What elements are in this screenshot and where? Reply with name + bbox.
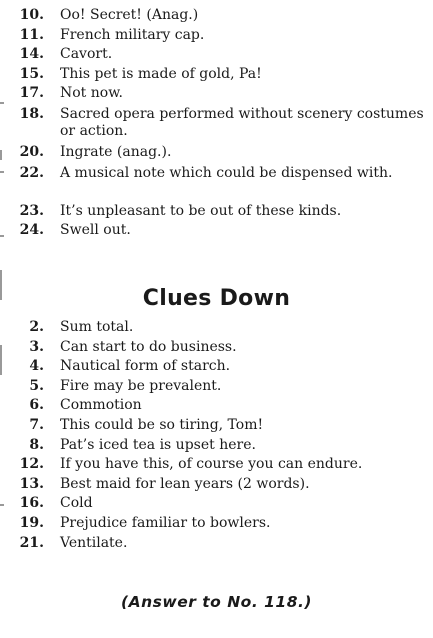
clue-number: 14. (19, 46, 44, 63)
across-clue (0, 84, 433, 104)
clue-number: 12. (19, 456, 44, 473)
across-clue (0, 45, 433, 65)
clue-number: 5. (29, 377, 44, 394)
clue-text: Swell out. (60, 222, 131, 239)
down-clue (0, 416, 433, 436)
down-clue (0, 494, 433, 514)
clue-number: 2. (29, 319, 44, 335)
clue-text: Nautical form of starch. (60, 358, 231, 375)
clue-text: Ingrate (anag.). (60, 143, 172, 160)
across-clue (0, 143, 433, 163)
clue-text: It’s unpleasant to be out of these kinds. (60, 202, 342, 219)
clue-text: A musical note which could be dispensed with. (60, 164, 393, 181)
clue-text: Commotion (60, 397, 142, 414)
across-clue (0, 26, 433, 46)
clue-number: 3. (29, 338, 44, 355)
clue-number: 21. (19, 534, 44, 551)
clue-text: Cold (60, 495, 93, 512)
down-clue (0, 338, 433, 358)
clue-number: 4. (29, 358, 44, 375)
clue-number: 8. (29, 436, 44, 453)
clue-number: 19. (19, 514, 44, 531)
clue-text: Not now. (60, 85, 123, 102)
across-clue (0, 163, 433, 202)
clue-number: 20. (19, 143, 44, 160)
clue-text: This could be so tiring, Tom! (60, 416, 264, 433)
clue-number: 18. (19, 105, 44, 122)
clue-text: Can start to do business. (60, 338, 237, 355)
clue-number: 16. (19, 495, 44, 512)
clue-number: 7. (29, 416, 44, 433)
clue-text: Sum total. (60, 319, 134, 335)
down-clue (0, 357, 433, 377)
across-clue (0, 65, 433, 85)
down-clue (0, 396, 433, 416)
down-clue (0, 455, 433, 475)
down-clue (0, 475, 433, 495)
clue-number: 22. (19, 164, 44, 181)
clue-text: Pat’s iced tea is upset here. (60, 436, 256, 453)
clues-down-heading: Clues Down (142, 286, 291, 311)
clue-text: Cavort. (60, 46, 113, 63)
clue-number: 10. (19, 7, 44, 23)
clue-number: 11. (19, 26, 44, 43)
down-clue-list (0, 318, 433, 553)
across-clue (0, 6, 433, 26)
across-clue (0, 202, 433, 222)
clue-number: 13. (19, 475, 44, 492)
clue-text: Prejudice familiar to bowlers. (60, 514, 271, 531)
down-clue (0, 377, 433, 397)
across-clue (0, 221, 433, 241)
clue-text: Sacred opera performed without scenery costumes or action. (60, 105, 424, 140)
clue-text: French military cap. (60, 26, 205, 43)
clue-text: Ventilate. (60, 534, 128, 551)
down-clue (0, 534, 433, 554)
clue-number: 17. (19, 85, 44, 102)
answer-reference-note: (Answer to No. 118.) (121, 593, 312, 611)
clue-text: Fire may be prevalent. (60, 377, 222, 394)
clue-text: Oo! Secret! (Anag.) (60, 7, 199, 23)
across-clue-list (0, 6, 433, 241)
clue-number: 15. (19, 65, 44, 82)
clue-text: This pet is made of gold, Pa! (60, 65, 262, 82)
clue-text: Best maid for lean years (2 words). (60, 475, 310, 492)
clue-text: If you have this, of course you can endure. (60, 456, 363, 473)
clue-number: 23. (19, 202, 44, 219)
across-clue (0, 104, 433, 143)
clue-number: 6. (29, 397, 44, 414)
down-clue (0, 318, 433, 338)
down-clue (0, 436, 433, 456)
clue-number: 24. (19, 222, 44, 239)
down-clue (0, 514, 433, 534)
